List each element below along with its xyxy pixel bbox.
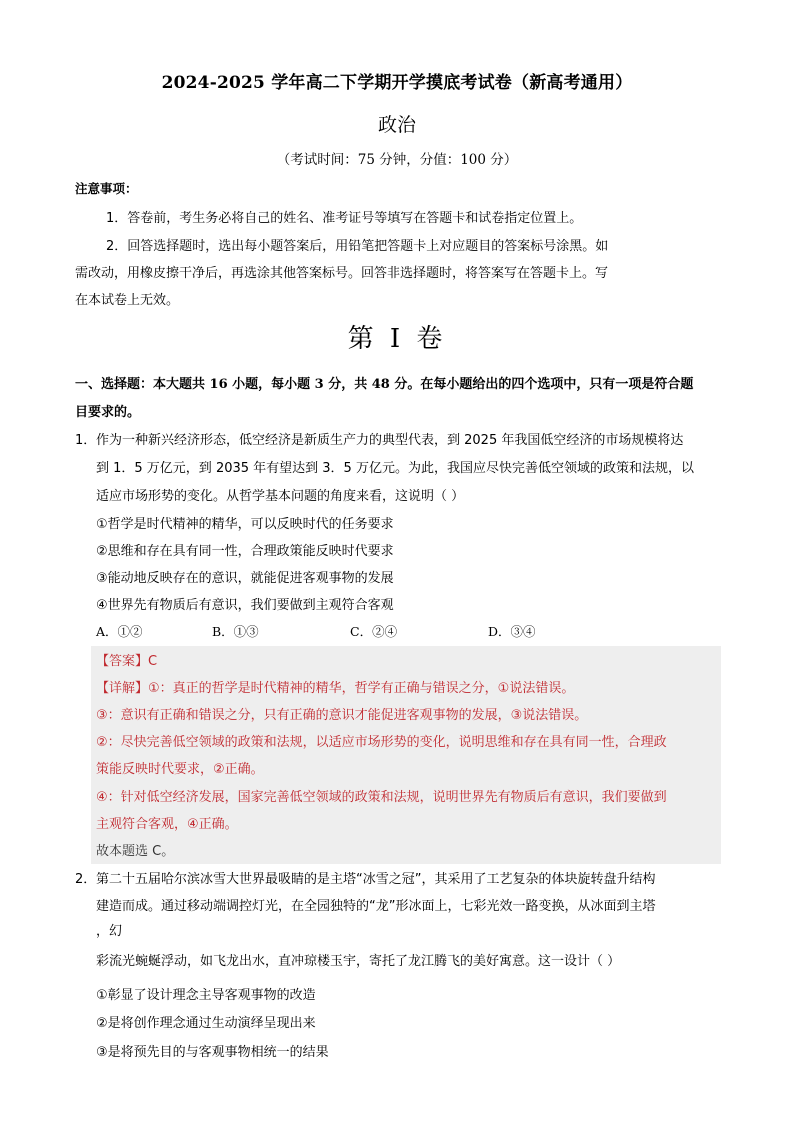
explanation-line: 主观符合客观，④正确。: [96, 817, 238, 832]
explanation-line: ③：意识有正确和错误之分，只有正确的意识才能促进客观事物的发展，③说法错误。: [96, 708, 588, 723]
exam-title: 2024-2025 学年高二下学期开学摸底考试卷（新高考通用）: [161, 73, 633, 93]
note-line: 需改动，用橡皮擦干净后，再选涂其他答案标号。回答非选择题时，将答案写在答题卡上。写: [75, 266, 609, 281]
explanation-line: 策能反映时代要求，②正确。: [96, 762, 264, 777]
statement: ③是将预先目的与客观事物相统一的结果: [96, 1045, 329, 1060]
exam-info: （考试时间：75 分钟，分值：100 分）: [276, 152, 518, 168]
question-stem: 到 1．5 万亿元，到 2035 年有望达到 3．5 万亿元。为此，我国应尽快完善低空领域的政策和法规，以: [96, 461, 694, 476]
explanation-label: 【详解】: [96, 681, 149, 696]
conclusion-line: 故本题选 C。: [96, 844, 175, 859]
note-line: 2．回答选择题时，选出每小题答案后，用铅笔把答题卡上对应题目的答案标号涂黑。如: [106, 239, 609, 254]
statement: ④世界先有物质后有意识，我们要做到主观符合客观: [96, 598, 394, 613]
statement: ①彰显了设计理念主导客观事物的改造: [96, 988, 316, 1003]
option-c: C．②④: [350, 624, 398, 639]
option-b: B．①③: [212, 624, 259, 639]
question-number: 2．: [75, 872, 97, 887]
answer-line: [96, 650, 157, 669]
question-number: 1．: [75, 433, 97, 448]
note-line: 1．答卷前，考生务必将自己的姓名、准考证号等填写在答题卡和试卷指定位置上。: [106, 211, 583, 226]
option-a: A．①②: [96, 624, 143, 639]
subject-title: 政治: [377, 114, 416, 136]
question-stem: 第二十五届哈尔滨冰雪大世界最吸睛的是主塔“冰雪之冠”，其采用了工艺复杂的体块旋转盘升结构: [96, 872, 656, 887]
explanation-line: ④：针对低空经济发展，国家完善低空领域的政策和法规，说明世界先有物质后有意识，我们要做到: [96, 790, 667, 805]
question-stem: 建造而成。通过移动端调控灯光，在全园独特的“龙”形冰面上，七彩光效一路变换，从冰面到主塔: [96, 899, 656, 914]
section-instruction: 一、选择题：本大题共 16 小题，每小题 3 分，共 48 分。在每小题给出的四个选项中，只有一项是符合题: [75, 377, 694, 392]
statement: ③能动地反映存在的意识，就能促进客观事物的发展: [96, 571, 394, 586]
answer-value: C: [148, 654, 158, 669]
statement: ②思维和存在具有同一性，合理政策能反映时代要求: [96, 544, 394, 559]
option-d: D．③④: [488, 624, 536, 639]
statement: ①哲学是时代精神的精华，可以反映时代的任务要求: [96, 517, 394, 532]
notes-heading: 注意事项：: [75, 181, 138, 196]
answer-label: 【答案】: [96, 654, 149, 669]
section-instruction: 目要求的。: [75, 405, 141, 420]
section-title: 第 I 卷: [347, 324, 447, 354]
statement: ②是将创作理念通过生动演绎呈现出来: [96, 1016, 316, 1031]
explanation-line: [96, 677, 574, 696]
question-stem: ，幻: [96, 924, 123, 939]
question-stem: 适应市场形势的变化。从哲学基本问题的角度来看，这说明（ ）: [96, 489, 465, 504]
question-stem: 彩流光蜿蜒浮动，如飞龙出水，直冲琼楼玉宇，寄托了龙江腾飞的美好寓意。这一设计（ ）: [96, 954, 621, 969]
note-line: 在本试卷上无效。: [75, 293, 180, 308]
question-stem: 作为一种新兴经济形态，低空经济是新质生产力的典型代表，到 2025 年我国低空经济的市场规模将达: [96, 433, 684, 448]
explanation-line: ②：尽快完善低空领域的政策和法规，以适应市场形势的变化，说明思维和存在具有同一性，合理政: [96, 735, 667, 750]
explanation-text: ①：真正的哲学是时代精神的精华，哲学有正确与错误之分，①说法错误。: [148, 681, 575, 696]
